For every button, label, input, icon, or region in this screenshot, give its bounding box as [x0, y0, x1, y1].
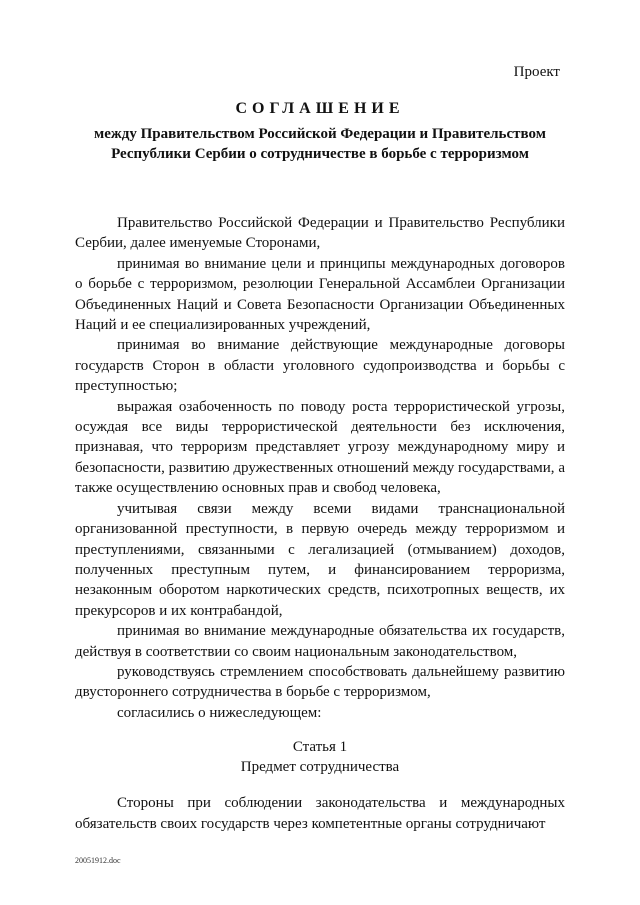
article-paragraph: Стороны при соблюдении законодательства и международных обязательств своих государств через компетентные органы сотрудничают [75, 795, 565, 832]
document-body [75, 213, 565, 834]
article-number: Статья 1 [292, 739, 348, 756]
preamble-paragraph: принимая во внимание международные обязательства их государств, действуя в соответствии со своим национальным законодательством, [75, 623, 565, 660]
preamble-paragraph: принимая во внимание действующие международные договоры государств Сторон в области уголовного судопроизводства и борьбы с преступностью; [75, 337, 565, 395]
preamble-paragraph: согласились о нижеследующем: [117, 704, 322, 721]
preamble-paragraph: руководствуясь стремлением способствовать дальнейшему развитию двустороннего сотрудничества в борьбе с терроризмом, [75, 663, 565, 701]
document-subtitle: между Правительством Российской Федерации и Правительством Республики Сербии о сотрудничестве в борьбе с терроризмом [94, 126, 546, 162]
document-status-label: Проект [513, 64, 560, 80]
article-heading: Предмет сотрудничества [240, 759, 400, 776]
document-title: СОГЛАШЕНИЕ [235, 100, 405, 117]
preamble-paragraph: учитывая связи между всеми видами транснациональной организованной преступности, в первую очередь между терроризмом и преступлениями, связанными с легализацией (отмыванием) доходов, полученных преступным путем, и финансированием терроризма, незаконным оборотом наркотических средств, психотропных веществ, их прекурсоров и их контрабандой, [75, 500, 565, 619]
footer-filename: 20051912.doc [75, 856, 121, 865]
preamble-paragraph: Правительство Российской Федерации и Правительство Республики Сербии, далее именуемые Сторонами, [75, 215, 565, 252]
preamble-paragraph: выражая озабоченность по поводу роста террористической угрозы, осуждая все виды террористической деятельности без исключения, признавая, что терроризм представляет угрозу международному миру и безопасности, развитию дружественных отношений между государствами, а также осуществлению основных прав и свобод человека, [75, 398, 565, 497]
preamble-paragraph: принимая во внимание цели и принципы международных договоров о борьбе с терроризмом, резолюции Генеральной Ассамблеи Организации Объединенных Наций и Совета Безопасности Организации Объединенных Наций и ее специализированных учреждений, [75, 255, 565, 334]
